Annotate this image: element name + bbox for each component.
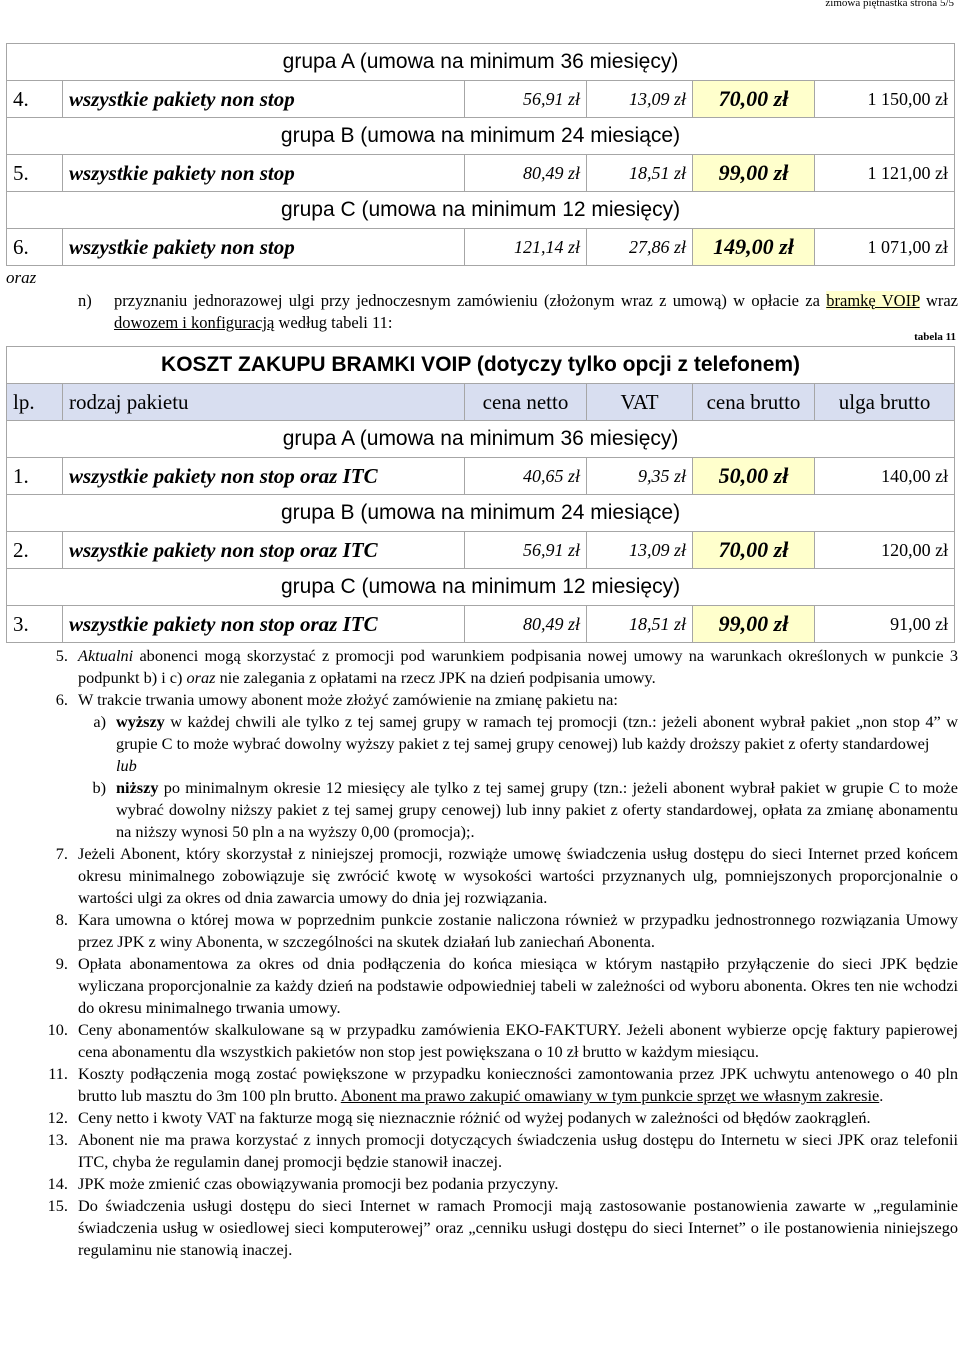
- price-vat: 9,35 zł: [587, 458, 693, 495]
- rule-number: 15.: [47, 1196, 68, 1215]
- group-label: grupa B (umowa na minimum 24 miesiące): [7, 118, 955, 155]
- table-row: [7, 532, 955, 569]
- price-netto: 121,14 zł: [465, 229, 587, 266]
- group-label: grupa C (umowa na minimum 12 miesięcy): [7, 569, 955, 606]
- price-brutto: 99,00 zł: [693, 606, 815, 643]
- rule-8: [40, 909, 958, 953]
- rule-6: [40, 689, 958, 843]
- table-header-row: [7, 384, 955, 421]
- discount-brutto: 120,00 zł: [815, 532, 955, 569]
- rule-5: [40, 645, 958, 689]
- lp-cell: 1.: [7, 458, 63, 495]
- header-vat: VAT: [587, 384, 693, 421]
- table-caption: tabela 11: [914, 331, 956, 343]
- price-brutto: 149,00 zł: [693, 229, 815, 266]
- rule-5-text1: abonenci mogą skorzystać z promocji pod warunkiem podpisania nowej umowy na warunkach określonych w punkcie 3 podpunkt b) i c): [78, 646, 958, 687]
- rule-15: [40, 1195, 958, 1261]
- discount-brutto: 91,00 zł: [815, 606, 955, 643]
- header-name: rodzaj pakietu: [63, 384, 465, 421]
- rule-11-text2: .: [879, 1086, 884, 1105]
- discount-brutto: 1 150,00 zł: [815, 81, 955, 118]
- rule-6b-text: po minimalnym okresie 12 miesięcy ale tylko z tej samej grupy (tzn.: jeżeli abonent wybrał pakiet w grupie C to może wybrać dowolny niższy pakiet z tej samej grupy cenowej) lub inny pakiet z oferty standardowej, opłata za zmianę abonamentu na niższy wynosi 50 pln a na wyższy 0,00 (promocja);.: [116, 778, 958, 841]
- table-row: [7, 458, 955, 495]
- rule-6a: [78, 711, 958, 755]
- bramka-voip-link[interactable]: bramkę VOIP: [826, 291, 920, 310]
- price-netto: 56,91 zł: [465, 532, 587, 569]
- price-netto: 80,49 zł: [465, 606, 587, 643]
- header-netto: cena netto: [465, 384, 587, 421]
- lp-cell: 4.: [7, 81, 63, 118]
- sub-label: a): [93, 712, 106, 731]
- rule-6b: [78, 777, 958, 843]
- group-row: [7, 569, 955, 606]
- package-name: wszystkie pakiety non stop oraz ITC: [63, 606, 465, 643]
- group-row: [7, 44, 955, 81]
- sub-label: b): [92, 778, 106, 797]
- rule-6-lub: lub: [116, 756, 137, 775]
- rule-5-text2: nie zalegania z opłatami na rzecz JPK na dzień podpisania umowy.: [215, 668, 656, 687]
- rule-6-text: W trakcie trwania umowy abonent może złożyć zamówienie na zmianę pakietu na:: [78, 690, 618, 709]
- table-row: [7, 155, 955, 192]
- paragraph-n-text: [114, 290, 958, 334]
- discount-brutto: 140,00 zł: [815, 458, 955, 495]
- paragraph-n: [78, 290, 958, 334]
- table-title-row: [7, 347, 955, 384]
- rule-12-text: Ceny netto i kwoty VAT na fakturze mogą się nieznacznie różnić od wyżej podanych w zależności od błędów zaokrągleń.: [78, 1108, 871, 1127]
- rule-number: 8.: [55, 910, 68, 929]
- rule-7-text: Jeżeli Abonent, który skorzystał z niniejszej promocji, rozwiąże umowę świadczenia usług dostępu do sieci Internet przed końcem okresu minimalnego zobowiązuje się zwrócić kwotę w wysokości wartości przyznanych ulg, pomniejszonych proporcjonalnie o wartości ulgi za okres od dnia zawarcia umowy do dnia jej rozwiązania.: [78, 844, 958, 907]
- table-row: [7, 229, 955, 266]
- rule-10-text: Ceny abonamentów skalkulowane są w przypadku zamówienia EKO-FAKTURY. Jeżeli abonent wybierze opcję faktury papierowej cena abonamentu dla wszystkich pakietów non stop jest powiększana o 10 zł brutto w każdym miesiącu.: [78, 1020, 958, 1061]
- rule-11: [40, 1063, 958, 1107]
- group-label: grupa A (umowa na minimum 36 miesięcy): [7, 421, 955, 458]
- voip-gateway-table: [6, 346, 955, 643]
- group-row: [7, 421, 955, 458]
- group-row: [7, 118, 955, 155]
- rules-list: [40, 645, 958, 1261]
- price-brutto: 50,00 zł: [693, 458, 815, 495]
- discount-brutto: 1 071,00 zł: [815, 229, 955, 266]
- rule-6a-text: w każdej chwili ale tylko z tej samej grupy w ramach tej promocji (tzn.: jeżeli abonent wybrał pakiet „non stop 4” w grupie C to może wybrać dowolny wyższy pakiet z tej samej grupy cenowej) lub każdy droższy pakiet z oferty standardowej: [116, 712, 958, 753]
- paragraph-n-text2: wraz: [919, 291, 958, 310]
- discount-brutto: 1 121,00 zł: [815, 155, 955, 192]
- group-label: grupa C (umowa na minimum 12 miesięcy): [7, 192, 955, 229]
- rule-11-text: Koszty podłączenia mogą zostać powiększone w przypadku konieczności zamontowania przez JPK uchwytu antenowego o 40 pln brutto lub masztu do 3m 100 pln brutto.: [78, 1064, 958, 1105]
- rule-6b-bold: niższy: [116, 778, 159, 797]
- price-brutto: 70,00 zł: [693, 81, 815, 118]
- package-name: wszystkie pakiety non stop oraz ITC: [63, 532, 465, 569]
- rule-number: 12.: [47, 1108, 68, 1127]
- group-row: [7, 495, 955, 532]
- price-netto: 80,49 zł: [465, 155, 587, 192]
- rule-9-text: Opłata abonamentowa za okres od dnia podłączenia do końca miesiąca w którym nastąpiło przyłączenie do sieci JPK będzie wyliczana proporcjonalnie za każdy dzień na podstawie odpowiedniej tabeli w zależności od wyboru abonenta. Okres ten nie wchodzi do okresu minimalnego trwania umowy.: [78, 954, 958, 1017]
- oraz-label: oraz: [6, 268, 37, 287]
- rule-12: [40, 1107, 958, 1129]
- header-lp: lp.: [7, 384, 63, 421]
- rule-number: 11.: [48, 1064, 68, 1083]
- rule-13: [40, 1129, 958, 1173]
- group-label: grupa A (umowa na minimum 36 miesięcy): [7, 44, 955, 81]
- price-brutto: 70,00 zł: [693, 532, 815, 569]
- rule-5-em2: oraz: [186, 668, 216, 687]
- lp-cell: 5.: [7, 155, 63, 192]
- paragraph-n-text3: według tabeli 11:: [274, 313, 393, 332]
- package-name: wszystkie pakiety non stop: [63, 155, 465, 192]
- table-row: [7, 606, 955, 643]
- rule-10: [40, 1019, 958, 1063]
- package-name: wszystkie pakiety non stop: [63, 229, 465, 266]
- rule-number: 9.: [55, 954, 68, 973]
- group-label: grupa B (umowa na minimum 24 miesiące): [7, 495, 955, 532]
- rule-9: [40, 953, 958, 1019]
- rule-14-text: JPK może zmienić czas obowiązywania promocji bez podania przyczyny.: [78, 1174, 559, 1193]
- page-header: zimowa piętnastka strona 5/5: [825, 0, 954, 9]
- rule-8-text: Kara umowna o której mowa w poprzednim punkcie zostanie naliczona również w przypadku jednostronnego rozwiązania Umowy przez JPK z winy Abonenta, w szczególności na skutek działań lub zaniechań Abonenta.: [78, 910, 958, 951]
- price-vat: 13,09 zł: [587, 81, 693, 118]
- rule-5-em1: Aktualni: [78, 646, 134, 665]
- rule-number: 6.: [55, 690, 68, 709]
- dowoz-link[interactable]: dowozem i konfiguracją: [114, 313, 275, 332]
- lp-cell: 3.: [7, 606, 63, 643]
- paragraph-n-text1: przyznaniu jednorazowej ulgi przy jednoczesnym zamówieniu (złożonym wraz z umową) w opłacie za: [114, 291, 820, 310]
- price-vat: 13,09 zł: [587, 532, 693, 569]
- table-row: [7, 81, 955, 118]
- rule-6a-bold: wyższy: [116, 712, 165, 731]
- rule-7: [40, 843, 958, 909]
- rule-number: 5.: [55, 646, 68, 665]
- price-vat: 18,51 zł: [587, 155, 693, 192]
- package-name: wszystkie pakiety non stop: [63, 81, 465, 118]
- price-vat: 27,86 zł: [587, 229, 693, 266]
- rule-11-underlined: Abonent ma prawo zakupić omawiany w tym punkcie sprzęt we własnym zakresie: [340, 1086, 880, 1105]
- price-brutto: 99,00 zł: [693, 155, 815, 192]
- table-title: KOSZT ZAKUPU BRAMKI VOIP (dotyczy tylko opcji z telefonem): [7, 347, 955, 384]
- rule-13-text: Abonent nie ma prawa korzystać z innych promocji dotyczących świadczenia usług dostępu do Internetu w sieci JPK oraz telefonii ITC, chyba że regulamin danej promocji będzie stanowił inaczej.: [78, 1130, 958, 1171]
- lp-cell: 2.: [7, 532, 63, 569]
- price-table-continued: [6, 43, 955, 266]
- group-row: [7, 192, 955, 229]
- header-ulga: ulga brutto: [815, 384, 955, 421]
- rule-number: 7.: [55, 844, 68, 863]
- rule-number: 10.: [47, 1020, 68, 1039]
- rule-14: [40, 1173, 958, 1195]
- rule-number: 14.: [47, 1174, 68, 1193]
- lp-cell: 6.: [7, 229, 63, 266]
- package-name: wszystkie pakiety non stop oraz ITC: [63, 458, 465, 495]
- rule-number: 13.: [47, 1130, 68, 1149]
- price-netto: 56,91 zł: [465, 81, 587, 118]
- price-netto: 40,65 zł: [465, 458, 587, 495]
- header-brutto: cena brutto: [693, 384, 815, 421]
- price-vat: 18,51 zł: [587, 606, 693, 643]
- paragraph-n-label: n): [78, 291, 92, 310]
- rule-15-text: Do świadczenia usługi dostępu do sieci Internet w ramach Promocji mają zastosowanie postanowienia zawarte w „regulaminie świadczenia usług w osiedlowej sieci komputerowej” oraz „cenniku usługi dostępu do sieci Internet” o ile postanowienia niniejszego regulaminu nie stanowią inaczej.: [78, 1196, 958, 1259]
